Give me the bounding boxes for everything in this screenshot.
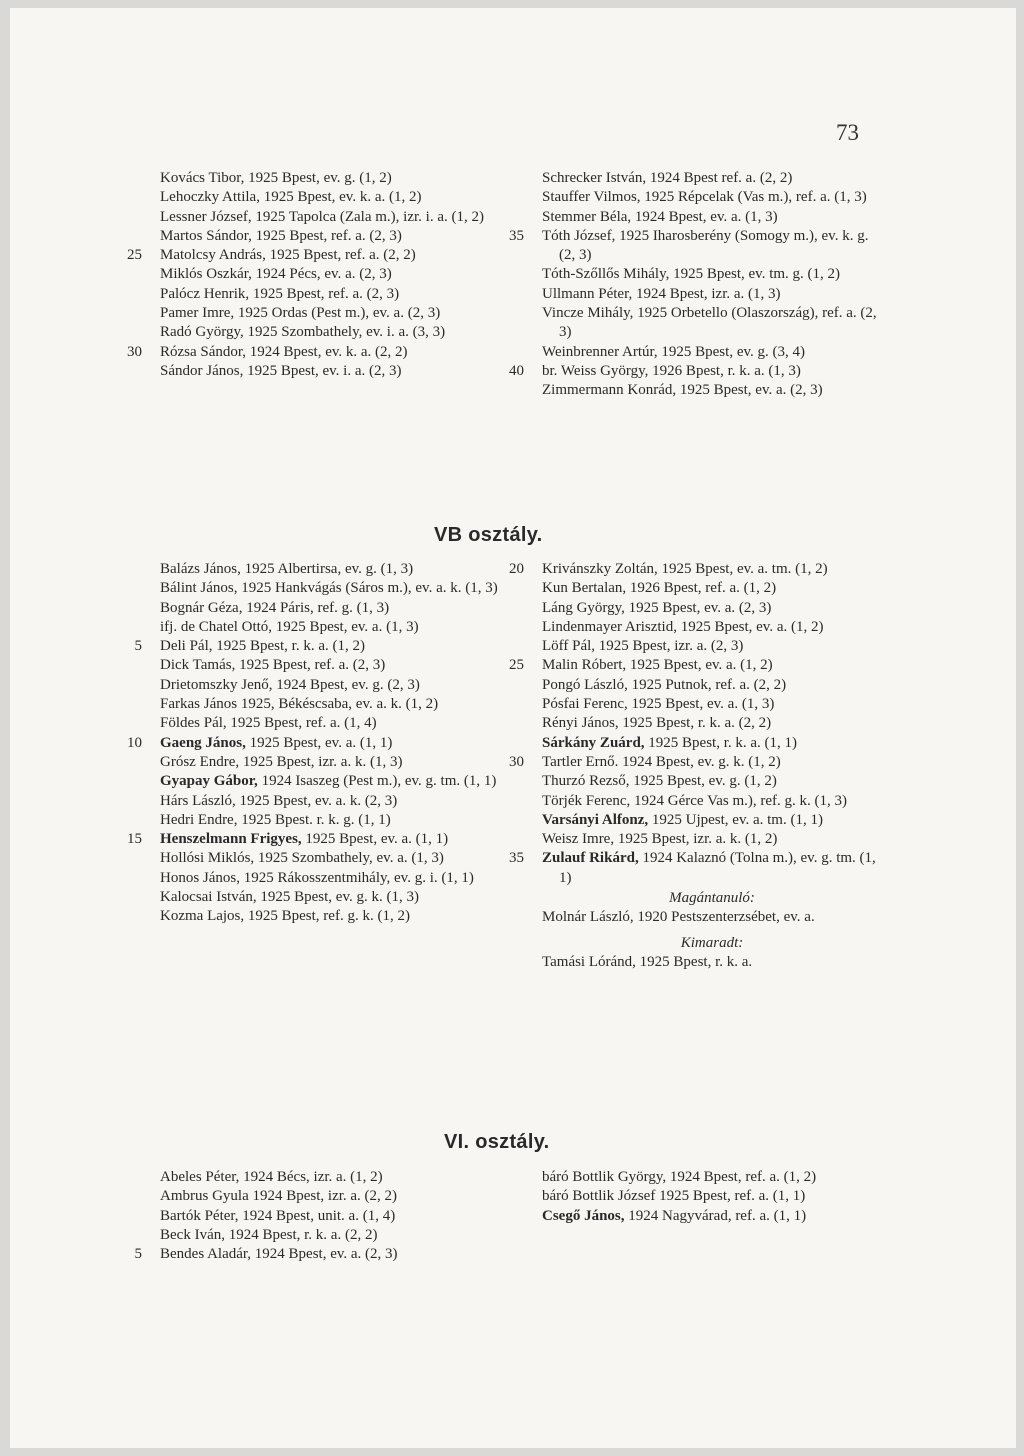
student-text: Tóth-Szőllős Mihály, 1925 Bpest, ev. tm. g. (1, 2) xyxy=(542,266,841,283)
student-name-bold: Henszelmann Frigyes, xyxy=(160,831,302,848)
student-text: Tartler Ernő. 1924 Bpest, ev. g. k. (1, 2) xyxy=(542,753,781,770)
student-entry xyxy=(542,772,882,791)
student-entry xyxy=(542,188,882,207)
student-text: Miklós Oszkár, 1924 Pécs, ev. a. (2, 3) xyxy=(160,266,392,283)
student-text: Abeles Péter, 1924 Bécs, izr. a. (1, 2) xyxy=(160,1169,383,1185)
student-entry xyxy=(542,381,882,400)
student-entry xyxy=(160,265,498,284)
student-entry xyxy=(160,579,498,598)
student-name-bold: Gyapay Gábor, xyxy=(160,773,258,790)
student-entry xyxy=(509,753,882,772)
student-entry xyxy=(160,1226,498,1245)
line-number: 5 xyxy=(134,1246,142,1263)
student-text: Bognár Géza, 1924 Páris, ref. g. (1, 3) xyxy=(160,599,390,616)
student-entry xyxy=(127,830,498,849)
student-text: Pongó László, 1925 Putnok, ref. a. (2, 2) xyxy=(542,676,787,693)
student-text: Lessner József, 1925 Tapolca (Zala m.), izr. i. a. (1, 2) xyxy=(160,208,484,225)
student-entry xyxy=(542,792,882,811)
student-name-bold: Csegő János, xyxy=(542,1207,625,1224)
student-text: Dick Tamás, 1925 Bpest, ref. a. (2, 3) xyxy=(160,657,386,674)
student-entry xyxy=(542,714,882,733)
line-number: 35 xyxy=(509,850,524,867)
student-entry xyxy=(160,888,498,907)
student-entry xyxy=(160,362,498,381)
student-entry xyxy=(127,734,498,753)
student-text: br. Weiss György, 1926 Bpest, r. k. a. (1, 3) xyxy=(542,362,801,379)
student-text: Ambrus Gyula 1924 Bpest, izr. a. (2, 2) xyxy=(160,1188,398,1205)
student-entry xyxy=(160,753,498,772)
student-text: Földes Pál, 1925 Bpest, ref. a. (1, 4) xyxy=(160,715,377,732)
student-entry xyxy=(542,285,882,304)
student-text: Martos Sándor, 1925 Bpest, ref. a. (2, 3) xyxy=(160,227,402,244)
student-entry xyxy=(542,618,882,637)
student-entry xyxy=(160,792,498,811)
student-text: Matolcsy András, 1925 Bpest, ref. a. (2, 2) xyxy=(160,247,416,264)
student-text: Molnár László, 1920 Pestszenterzsébet, ev. a. xyxy=(542,909,815,926)
student-entry xyxy=(509,227,882,266)
student-text: Palócz Henrik, 1925 Bpest, ref. a. (2, 3) xyxy=(160,285,400,302)
student-name-bold: Varsányi Alfonz, xyxy=(542,811,649,828)
student-text: báró Bottlik György, 1924 Bpest, ref. a. (1, 2) xyxy=(542,1169,817,1185)
student-entry xyxy=(160,208,498,227)
student-entry xyxy=(542,343,882,362)
student-entry xyxy=(542,695,882,714)
student-entry xyxy=(542,1168,882,1187)
line-number: 25 xyxy=(127,247,142,264)
student-text: báró Bottlik József 1925 Bpest, ref. a. (1, 1) xyxy=(542,1188,806,1205)
student-details: 1925 Bpest, ev. a. (1, 1) xyxy=(245,734,393,751)
student-entry xyxy=(160,1187,498,1206)
student-entry xyxy=(542,1207,882,1226)
line-number: 15 xyxy=(127,831,142,848)
student-text: Rényi János, 1925 Bpest, r. k. a. (2, 2) xyxy=(542,715,772,732)
student-entry xyxy=(134,637,498,656)
student-text: Radó György, 1925 Szombathely, ev. i. a. (3, 3) xyxy=(160,324,446,341)
student-entry xyxy=(542,811,882,830)
student-entry xyxy=(542,1187,882,1206)
document-page xyxy=(10,8,1016,1448)
student-text: Lehoczky Attila, 1925 Bpest, ev. k. a. (1, 2) xyxy=(160,189,422,206)
dropped-out-heading: Kimaradt: xyxy=(680,934,744,951)
student-entry xyxy=(509,362,882,381)
student-text: Kozma Lajos, 1925 Bpest, ref. g. k. (1, 2) xyxy=(160,908,410,925)
top-right-column xyxy=(509,169,882,401)
student-text: Kun Bertalan, 1926 Bpest, ref. a. (1, 2) xyxy=(542,580,777,597)
student-entry xyxy=(542,599,882,618)
student-text: Bálint János, 1925 Hankvágás (Sáros m.), ev. a. k. (1, 3) xyxy=(160,580,498,597)
student-text: Lindenmayer Arisztid, 1925 Bpest, ev. a. (1, 2) xyxy=(542,618,824,635)
student-text: Hárs László, 1925 Bpest, ev. a. k. (2, 3) xyxy=(160,792,398,809)
student-entry xyxy=(160,285,498,304)
student-entry xyxy=(127,343,498,362)
student-text: Láng György, 1925 Bpest, ev. a. (2, 3) xyxy=(542,599,772,616)
student-entry xyxy=(542,676,882,695)
line-number: 30 xyxy=(127,343,142,360)
student-entry xyxy=(542,208,882,227)
student-entry xyxy=(160,695,498,714)
student-text: Löff Pál, 1925 Bpest, izr. a. (2, 3) xyxy=(542,638,744,655)
line-number: 40 xyxy=(509,362,524,379)
student-entry xyxy=(160,811,498,830)
student-entry xyxy=(160,188,498,207)
student-entry xyxy=(542,830,882,849)
student-details: 1925 Ujpest, ev. a. tm. (1, 1) xyxy=(648,811,823,828)
student-entry xyxy=(160,772,498,791)
student-text: Rózsa Sándor, 1924 Bpest, ev. k. a. (2, 2) xyxy=(160,343,408,360)
student-text: Thurzó Rezső, 1925 Bpest, ev. g. (1, 2) xyxy=(542,773,777,790)
student-text: Weisz Imre, 1925 Bpest, izr. a. k. (1, 2) xyxy=(542,831,778,848)
student-text: Sándor János, 1925 Bpest, ev. i. a. (2, 3) xyxy=(160,362,402,379)
student-entry xyxy=(542,304,882,343)
student-text: Balázs János, 1925 Albertirsa, ev. g. (1, 3) xyxy=(160,561,414,577)
section-heading-vi: VI. osztály. xyxy=(444,1131,550,1153)
student-text: Stauffer Vilmos, 1925 Répcelak (Vas m.), ref. a. (1, 3) xyxy=(542,189,867,206)
top-left-column xyxy=(127,169,498,381)
student-text: Malin Róbert, 1925 Bpest, ev. a. (1, 2) xyxy=(542,657,773,674)
student-name-bold: Sárkány Zuárd, xyxy=(542,734,645,751)
student-entry xyxy=(542,579,882,598)
student-text: Beck Iván, 1924 Bpest, r. k. a. (2, 2) xyxy=(160,1226,378,1243)
student-text: Ullmann Péter, 1924 Bpest, izr. a. (1, 3) xyxy=(542,285,781,302)
student-text: Zimmermann Konrád, 1925 Bpest, ev. a. (2, 3) xyxy=(542,382,823,399)
student-entry xyxy=(160,560,498,579)
student-text: Hedri Endre, 1925 Bpest. r. k. g. (1, 1) xyxy=(160,811,391,828)
student-text: ifj. de Chatel Ottó, 1925 Bpest, ev. a. (1, 3) xyxy=(160,618,419,635)
student-text: Bendes Aladár, 1924 Bpest, ev. a. (2, 3) xyxy=(160,1246,398,1263)
student-text: Farkas János 1925, Békéscsaba, ev. a. k. (1, 2) xyxy=(160,696,439,713)
line-number: 20 xyxy=(509,561,524,577)
line-number: 35 xyxy=(509,227,524,244)
student-text: Pósfai Ferenc, 1925 Bpest, ev. a. (1, 3) xyxy=(542,696,775,713)
student-text: Bartók Péter, 1924 Bpest, unit. a. (1, 4) xyxy=(160,1207,396,1224)
student-text: Honos János, 1925 Rákosszentmihály, ev. g. i. (1, 1) xyxy=(160,869,474,886)
student-entry xyxy=(542,908,882,927)
student-text: Deli Pál, 1925 Bpest, r. k. a. (1, 2) xyxy=(160,638,365,655)
student-entry xyxy=(160,304,498,323)
student-entry xyxy=(542,265,882,284)
line-number: 10 xyxy=(127,734,142,751)
student-text: Schrecker István, 1924 Bpest ref. a. (2, 2) xyxy=(542,170,793,186)
section-heading-vb: VB osztály. xyxy=(434,524,543,546)
student-entry xyxy=(542,734,882,753)
line-number: 25 xyxy=(509,657,524,674)
student-text: Kalocsai István, 1925 Bpest, ev. g. k. (1, 3) xyxy=(160,889,419,906)
student-entry xyxy=(542,637,882,656)
student-entry xyxy=(160,656,498,675)
student-details: 1924 Nagyvárad, ref. a. (1, 1) xyxy=(624,1207,807,1224)
student-entry xyxy=(542,953,882,972)
vi-right-column xyxy=(542,1168,882,1226)
student-entry xyxy=(127,246,498,265)
student-entry xyxy=(160,1207,498,1226)
student-entry xyxy=(160,599,498,618)
private-student-heading: Magántanuló: xyxy=(669,890,755,907)
student-text: Vincze Mihály, 1925 Orbetello (Olaszország), ref. a. (2, 3) xyxy=(542,305,877,341)
student-entry xyxy=(509,656,882,675)
student-entry xyxy=(509,849,882,888)
student-entry xyxy=(160,1168,498,1187)
student-text: Kovács Tibor, 1925 Bpest, ev. g. (1, 2) xyxy=(160,170,392,186)
student-details: 1925 Bpest, ev. a. (1, 1) xyxy=(301,831,449,848)
student-entry xyxy=(160,714,498,733)
vb-left-column xyxy=(127,560,498,927)
student-text: Krivánszky Zoltán, 1925 Bpest, ev. a. tm. (1, 2) xyxy=(542,561,828,577)
student-entry xyxy=(160,169,498,188)
student-entry xyxy=(160,323,498,342)
student-text: Stemmer Béla, 1924 Bpest, ev. a. (1, 3) xyxy=(542,208,778,225)
student-details: 1925 Bpest, r. k. a. (1, 1) xyxy=(644,734,798,751)
line-number: 30 xyxy=(509,753,524,770)
student-entry xyxy=(134,1245,498,1264)
page-number: 73 xyxy=(836,120,859,145)
student-entry xyxy=(160,907,498,926)
student-name-bold: Gaeng János, xyxy=(160,734,246,751)
student-text: Grósz Endre, 1925 Bpest, izr. a. k. (1, 3) xyxy=(160,753,403,770)
student-entry xyxy=(160,869,498,888)
student-entry xyxy=(160,676,498,695)
student-text: Törjék Ferenc, 1924 Gérce Vas m.), ref. g. k. (1, 3) xyxy=(542,792,848,809)
student-entry xyxy=(509,560,882,579)
student-text: Pamer Imre, 1925 Ordas (Pest m.), ev. a. (2, 3) xyxy=(160,305,441,322)
student-name-bold: Zulauf Rikárd, xyxy=(542,850,639,867)
student-text: Hollósi Miklós, 1925 Szombathely, ev. a. (1, 3) xyxy=(160,850,444,867)
student-details: 1924 Isaszeg (Pest m.), ev. g. tm. (1, 1) xyxy=(257,773,497,790)
line-number: 5 xyxy=(134,638,142,655)
vi-left-column xyxy=(134,1168,498,1264)
student-entry xyxy=(542,169,882,188)
student-text: Tóth József, 1925 Iharosberény (Somogy m.), ev. k. g. (2, 3) xyxy=(542,227,869,264)
student-text: Tamási Lóránd, 1925 Bpest, r. k. a. xyxy=(542,953,753,970)
student-text: Drietomszky Jenő, 1924 Bpest, ev. g. (2, 3) xyxy=(160,676,420,693)
student-text: Weinbrenner Artúr, 1925 Bpest, ev. g. (3, 4) xyxy=(542,343,805,360)
vb-right-column xyxy=(509,560,882,972)
student-details: 1924 Kalaznó (Tolna m.), ev. g. tm. (1, 1) xyxy=(559,850,876,886)
student-entry xyxy=(160,849,498,868)
student-entry xyxy=(160,227,498,246)
student-entry xyxy=(160,618,498,637)
